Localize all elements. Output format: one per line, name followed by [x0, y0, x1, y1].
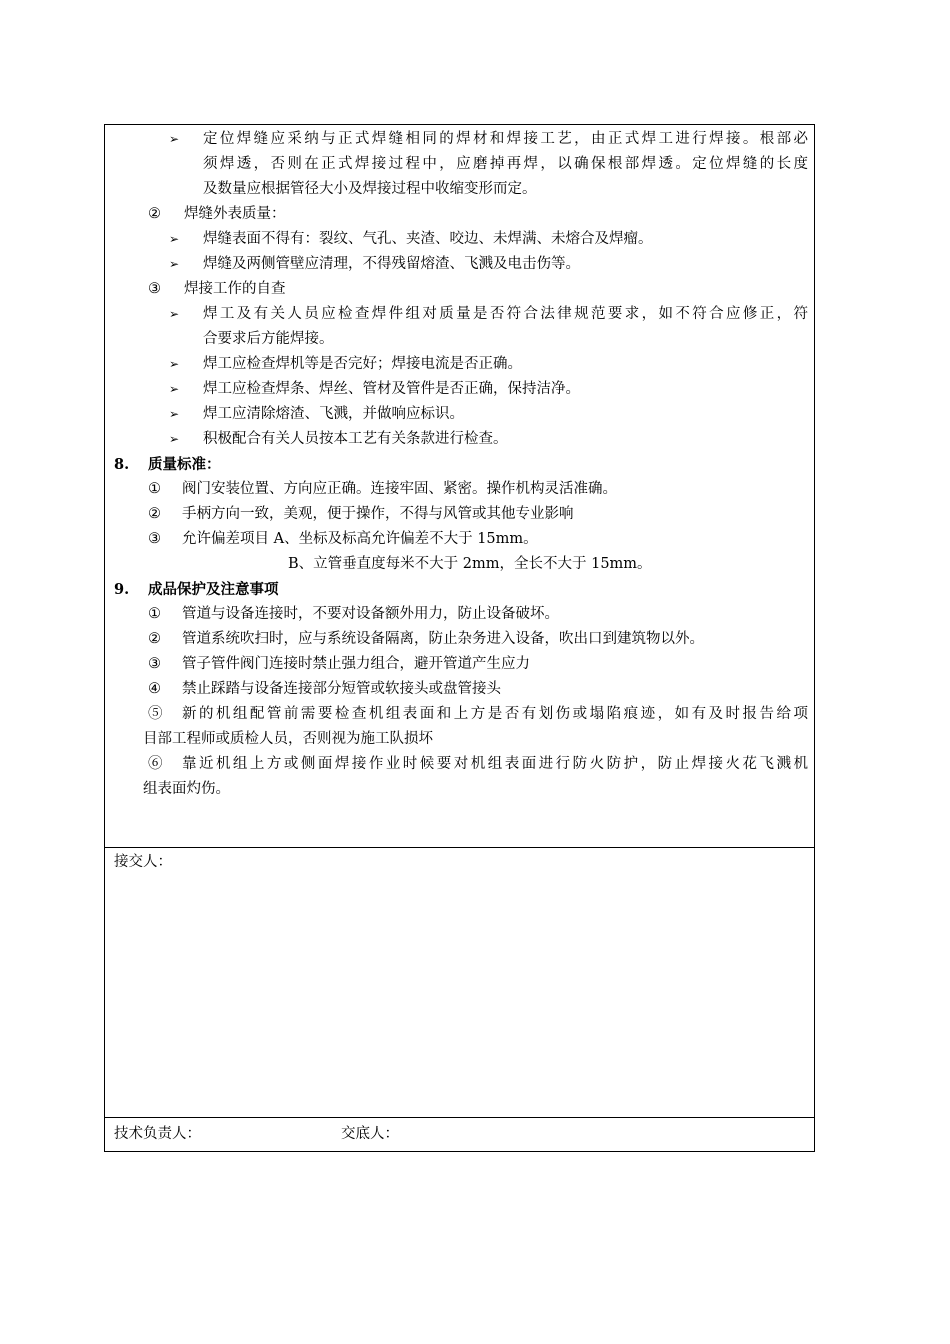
paragraph-line: 及数量应根据管径大小及焊接过程中收缩变形而定。 [203, 181, 537, 197]
bullet-arrow-icon: ➢ [169, 132, 180, 146]
bullet-arrow-icon: ➢ [169, 357, 180, 371]
list-item: 管道系统吹扫时，应与系统设备隔离，防止杂务进入设备，吹出口到建筑物以外。 [182, 631, 704, 647]
disclosure-table [104, 124, 815, 1152]
list-item: 焊工应检查焊条、焊丝、管材及管件是否正确，保持洁净。 [203, 381, 580, 397]
circled-number: ② [148, 631, 161, 647]
bullet-arrow-icon: ➢ [169, 257, 180, 271]
circled-number: ② [148, 206, 161, 222]
list-item: 积极配合有关人员按本工艺有关条款进行检查。 [203, 431, 508, 447]
section-number: 9. [114, 581, 130, 598]
content-cell [105, 125, 814, 848]
circled-number: ③ [148, 531, 161, 547]
bullet-arrow-icon: ➢ [169, 307, 180, 321]
list-item: 禁止踩踏与设备连接部分短管或软接头或盘管接头 [182, 681, 501, 697]
bullet-arrow-icon: ➢ [169, 232, 180, 246]
circled-number: ① [148, 481, 161, 497]
paragraph-line: 定位焊缝应采纳与正式焊缝相同的焊材和焊接工艺，由正式焊工进行焊接。根部必 [203, 131, 808, 147]
circled-number: ③ [148, 656, 161, 672]
list-item: 阀门安装位置、方向应正确。连接牢固、紧密。操作机构灵活准确。 [182, 481, 617, 497]
paragraph-line: 须焊透，否则在正式焊接过程中，应磨掉再焊，以确保根部焊透。定位焊缝的长度 [203, 156, 808, 172]
list-item: 组表面灼伤。 [143, 781, 230, 797]
circled-number: ③ [148, 281, 161, 297]
section-title: 成品保护及注意事项 [148, 581, 279, 598]
bullet-arrow-icon: ➢ [169, 432, 180, 446]
list-item: ⑤ 新的机组配管前需要检查机组表面和上方是否有划伤或塌陷痕迹，如有及时报告给项 [148, 706, 808, 722]
signature-row [105, 1118, 814, 1152]
subsection-title: 焊缝外表质量： [184, 206, 286, 222]
list-item: 手柄方向一致，美观，便于操作，不得与风管或其他专业影响 [182, 506, 574, 522]
bullet-arrow-icon: ➢ [169, 407, 180, 421]
circled-number: ④ [148, 681, 161, 697]
list-item: ⑥ 靠近机组上方或侧面焊接作业时候要对机组表面进行防火防护，防止焊接火花飞溅机 [148, 756, 808, 772]
list-item: 管道与设备连接时，不要对设备额外用力，防止设备破坏。 [182, 606, 559, 622]
list-item: 管子管件阀门连接时禁止强力组合，避开管道产生应力 [182, 656, 530, 672]
bullet-arrow-icon: ➢ [169, 382, 180, 396]
list-item: 焊工及有关人员应检查焊件组对质量是否符合法律规范要求，如不符合应修正，符 [203, 306, 808, 322]
section-title: 质量标准： [148, 456, 221, 473]
list-item: 焊缝及两侧管壁应清理，不得残留熔渣、飞溅及电击伤等。 [203, 256, 580, 272]
list-item: 目部工程师或质检人员，否则视为施工队损坏 [143, 731, 433, 747]
receiver-cell [105, 848, 814, 1118]
subsection-title: 焊接工作的自查 [184, 281, 286, 297]
handover-label: 交底人： [341, 1126, 399, 1142]
receiver-label: 接交人： [114, 854, 172, 870]
tech-lead-label: 技术负责人： [114, 1126, 201, 1142]
section-number: 8. [114, 456, 130, 473]
list-item: 焊工应检查焊机等是否完好；焊接电流是否正确。 [203, 356, 522, 372]
circled-number: ① [148, 606, 161, 622]
circled-number: ② [148, 506, 161, 522]
list-item: 允许偏差项目 A、坐标及标高允许偏差不大于 15mm。 [182, 531, 538, 547]
list-item: 焊缝表面不得有：裂纹、气孔、夹渣、咬边、未焊满、未熔合及焊瘤。 [203, 231, 653, 247]
list-item-continuation: B、立管垂直度每米不大于 2mm，全长不大于 15mm。 [288, 556, 652, 572]
list-item: 焊工应清除熔渣、飞溅，并做响应标识。 [203, 406, 464, 422]
list-item: 合要求后方能焊接。 [203, 331, 334, 347]
